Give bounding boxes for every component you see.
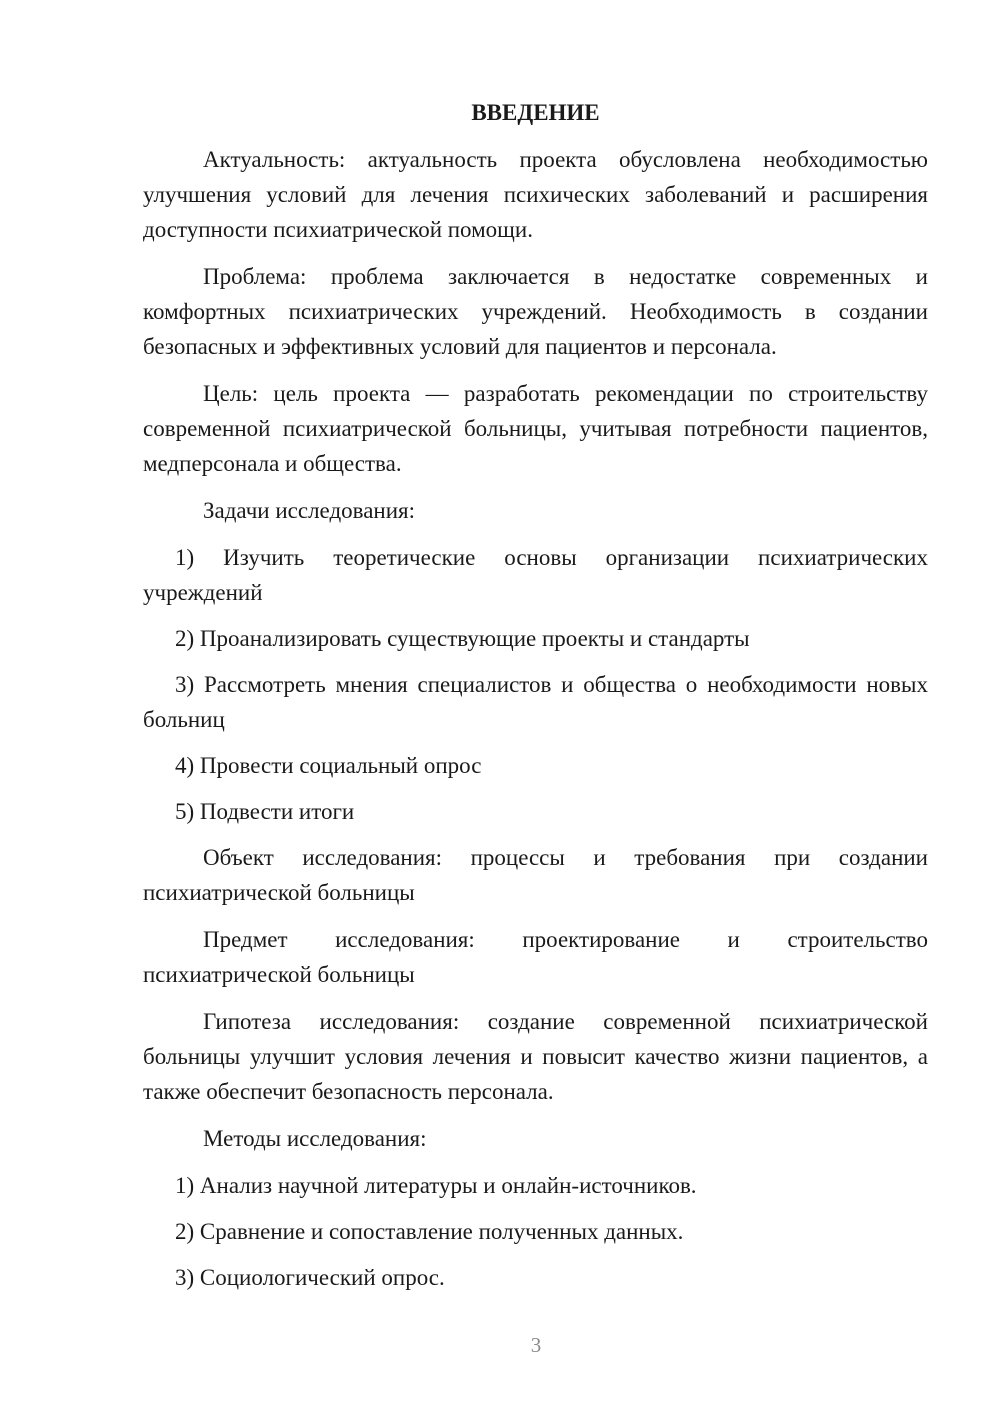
object-paragraph: Объект исследования: процессы и требования при создании психиатрической больницы [143, 845, 928, 905]
task-item-3: 3) Рассмотреть мнения специалистов и общества о необходимости новых больниц [143, 672, 928, 732]
task-item-4: 4) Провести социальный опрос [175, 753, 482, 778]
task-item-5: 5) Подвести итоги [175, 799, 355, 824]
goal-paragraph: Цель: цель проекта — разработать рекомендации по строительству современной психиатрической больницы, учитывая потребности пациентов, медперсонала и общества. [143, 381, 928, 476]
method-item-3: 3) Социологический опрос. [175, 1265, 445, 1290]
task-item-1: 1) Изучить теоретические основы организации психиатрических учреждений [143, 545, 928, 605]
page-content [143, 95, 928, 1306]
hypothesis-paragraph: Гипотеза исследования: создание современной психиатрической больницы улучшит условия лечения и повысит качество жизни пациентов, а также обеспечит безопасность персонала. [143, 1009, 928, 1104]
methods-title: Методы исследования: [203, 1126, 427, 1151]
tasks-title: Задачи исследования: [203, 498, 416, 523]
section-heading: ВВЕДЕНИЕ [471, 100, 600, 125]
problem-paragraph: Проблема: проблема заключается в недостатке современных и комфортных психиатрических учреждений. Необходимость в создании безопасных и эффективных условий для пациентов и персонала. [143, 264, 928, 359]
page-number: 3 [530, 1333, 542, 1357]
method-item-2: 2) Сравнение и сопоставление полученных данных. [175, 1219, 684, 1244]
method-item-1: 1) Анализ научной литературы и онлайн-источников. [175, 1173, 697, 1198]
subject-paragraph: Предмет исследования: проектирование и строительство психиатрической больницы [143, 927, 928, 987]
relevance-paragraph: Актуальность: актуальность проекта обусловлена необходимостью улучшения условий для лечения психических заболеваний и расширения доступности психиатрической помощи. [143, 147, 928, 242]
task-item-2: 2) Проанализировать существующие проекты и стандарты [175, 626, 750, 651]
